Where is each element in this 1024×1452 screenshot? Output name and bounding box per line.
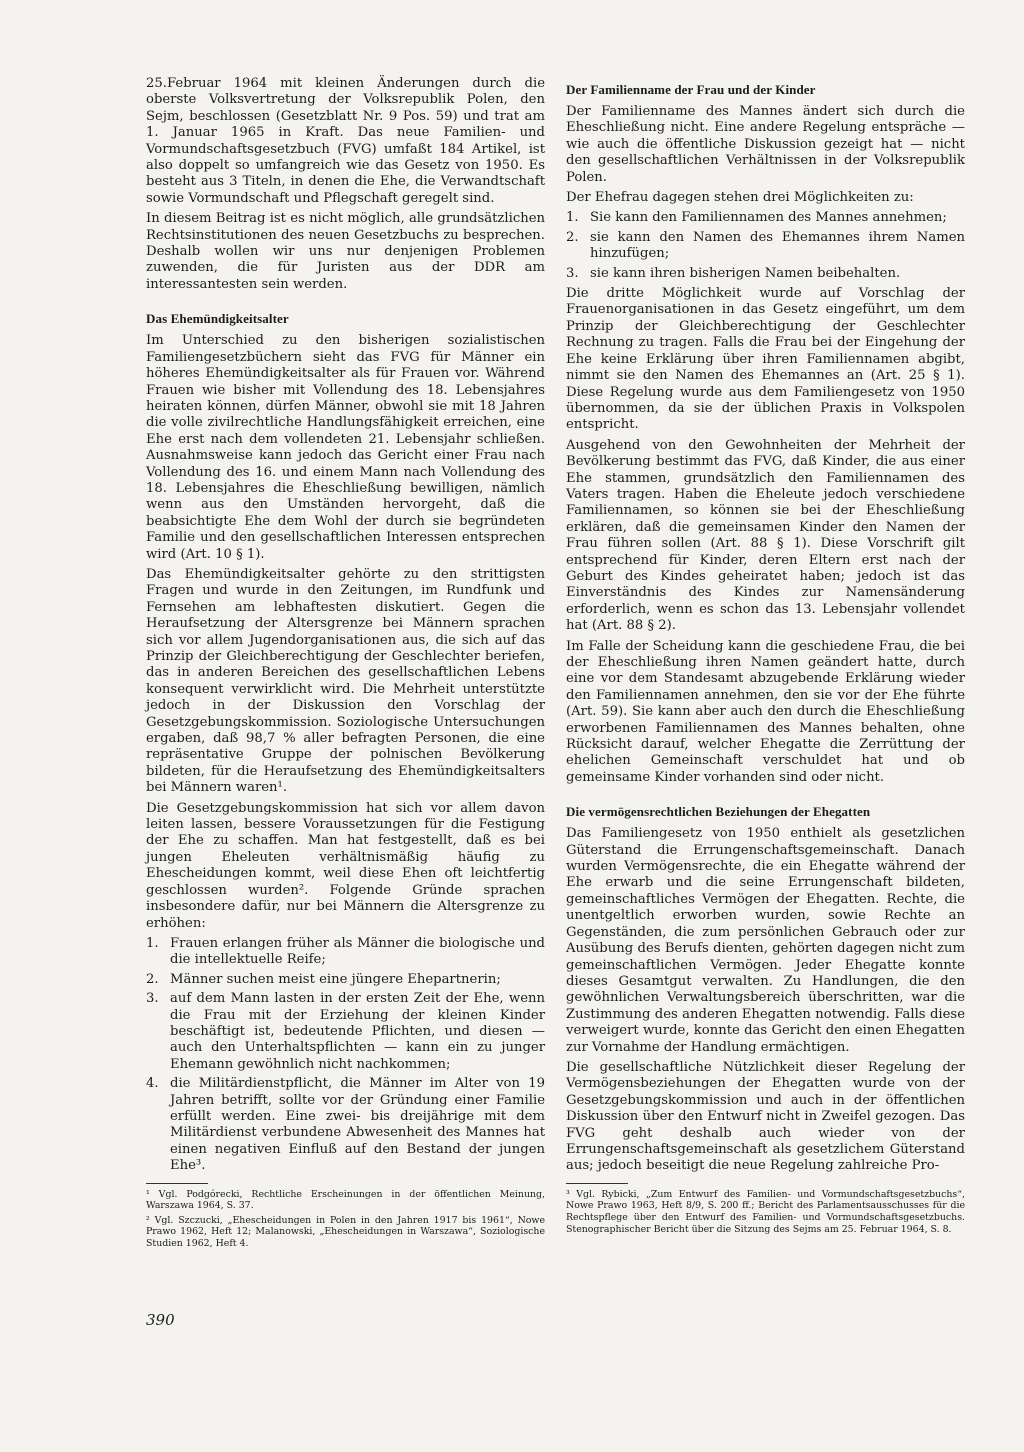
list-item — [146, 936, 545, 969]
footnote: ² Vgl. Szczucki, „Ehescheidungen in Polen in den Jahren 1917 bis 1961“, Nowe Prawo 1962, Heft 12; Malanowski, „Ehescheidungen in Warszawa“, Soziologische Studien 1962, Heft 4. — [146, 1214, 545, 1249]
list-number: 2. — [146, 971, 159, 987]
list-number: 3. — [566, 265, 579, 281]
list-number: 2. — [566, 229, 579, 245]
list-item — [146, 972, 545, 988]
paragraph: Die gesellschaftliche Nützlichkeit dieser Regelung der Vermögensbeziehungen der Ehegatten wurde von der Gesetzgebungskommission und auch in der öffentlichen Diskussion über den Entwurf nicht in Zweifel gezogen. Das FVG geht deshalb auch wieder von der Errungenschaftsgemeinschaft als gesetzlichem Güterstand aus; jedoch beseitigt die neue Regelung zahlreiche Pro- — [566, 1059, 965, 1174]
reasons-list — [146, 936, 545, 1175]
list-item — [146, 991, 545, 1073]
paragraph: Ausgehend von den Gewohnheiten der Mehrheit der Bevölkerung bestimmt das FVG, daß Kinder, die aus einer Ehe stammen, grundsätzlich den Familiennamen des Vaters tragen. Haben die Eheleute jedoch verschiedene Familiennamen, so können sie bei der Eheschließung erklären, daß die gemeinsamen Kinder den Namen der Frau führen sollen (Art. 88 § 1). Diese Vorschrift gilt entsprechend für Kinder, deren Eltern erst nach der Geburt des Kindes geheiratet haben; jedoch ist das Einverständnis des Kindes zur Namensänderung erforderlich, wenn es schon das 13. Lebensjahr vollendet hat (Art. 88 § 2). — [566, 437, 965, 634]
list-text: sie kann ihren bisherigen Namen beibehalten. — [590, 265, 901, 281]
paragraph: Das Familiengesetz von 1950 enthielt als gesetzlichen Güterstand die Errungenschaftsgemeinschaft. Danach wurden Vermögensrechte, die ein Ehegatte während der Ehe erwarb und die seine Errungenschaft bildeten, gemeinschaftliches Vermögen der Ehegatten. Rechte, die unentgeltlich erworben wurden, sowie Rechte an Gegenständen, die zum persönlichen Gebrauch oder zur Ausübung des Berufs dienten, gehörten dagegen nicht zum gemeinschaftlichen Vermögen. Jeder Ehegatte konnte dieses Gesamtgut verwalten. Zu Handlungen, die den gewöhnlichen Verwaltungsbereich überschritten, war die Zustimmung des anderen Ehegatten notwendig. Falls diese verweigert wurde, konnte das Gericht den einen Ehegatten zur Vornahme der Handlung ermächtigen. — [566, 826, 965, 1055]
list-text: sie kann den Namen des Ehemannes ihrem Namen hinzufügen; — [590, 229, 965, 262]
paragraph: Die dritte Möglichkeit wurde auf Vorschlag der Frauenorganisationen in das Gesetz eingeführt, um dem Prinzip der Gleichberechtigung der Geschlechter Rechnung zu tragen. Falls die Frau bei der Eingehung der Ehe keine Erklärung über ihren Familiennamen abgibt, nimmt sie den Namen des Ehemannes an (Art. 25 § 1). Diese Regelung wurde aus dem Familiengesetz von 1950 übernommen, da sie der üblichen Praxis in Volkspolen entspricht. — [566, 286, 965, 433]
page-number: 390 — [146, 1311, 175, 1329]
paragraph: Im Falle der Scheidung kann die geschiedene Frau, die bei der Eheschließung ihren Namen geändert hatte, durch eine vor dem Standesamt abzugebende Erklärung wieder den Familiennamen annehmen, den sie vor der Ehe führte (Art. 59). Sie kann aber auch den durch die Eheschließung erworbenen Familiennamen des Mannes behalten, ohne Rücksicht darauf, welcher Ehegatte die Zerrüttung der ehelichen Gemeinschaft verschuldet hat und ob gemeinsame Kinder vorhanden sind oder nicht. — [566, 638, 965, 785]
options-list — [566, 210, 965, 282]
paragraph: 25.Februar 1964 mit kleinen Änderungen durch die oberste Volksvertretung der Volksrepublik Polen, den Sejm, beschlossen (Gesetzblatt Nr. 9 Pos. 59) und trat am 1. Januar 1965 in Kraft. Das neue Familien- und Vormundschaftsgesetzbuch (FVG) umfaßt 184 Artikel, ist also doppelt so umfangreich wie das Gesetz von 1950. Es besteht aus 3 Titeln, in denen die Ehe, die Verwandtschaft sowie Vormundschaft und Pflegschaft geregelt sind. — [146, 76, 545, 206]
list-text: die Militärdienstpflicht, die Männer im Alter von 19 Jahren betrifft, sollte vor der Gründung einer Familie erfüllt werden. Eine zwei- bis dreijährige mit dem Militärdienst verbundene Abwesenheit des Mannes hat einen negativen Einfluß auf den Bestand der jungen Ehe³. — [170, 1076, 545, 1174]
paragraph: Der Ehefrau dagegen stehen drei Möglichkeiten zu: — [566, 190, 914, 206]
section-heading: Die vermögensrechtlichen Beziehungen der Ehegatten — [566, 804, 871, 820]
list-item — [146, 1076, 545, 1174]
section-heading: Das Ehemündigkeitsalter — [146, 311, 289, 327]
list-number: 4. — [146, 1076, 159, 1092]
footnote: ³ Vgl. Rybicki, „Zum Entwurf des Familien- und Vormundschaftsgesetzbuchs“, Nowe Prawo 1963, Heft 8/9, S. 200 ff.; Bericht des Parlamentsausschusses für die Rechtspflege über den Entwurf des Familien- und Vormundschaftsgesetzbuchs. Stenographischer Bericht über die Sitzung des Sejms am 25. Februar 1964, S. 8. — [566, 1188, 965, 1235]
footnote-divider — [146, 1183, 208, 1184]
list-item — [566, 266, 965, 282]
paragraph: Die Gesetzgebungskommission hat sich vor allem davon leiten lassen, bessere Voraussetzungen für die Festigung der Ehe zu schaffen. Man hat festgestellt, daß es bei jungen Eheleuten verhältnismäßig häufig zu Ehescheidungen kommt, weil diese Ehen oft leichtfertig geschlossen wurden². Folgende Gründe sprachen insbesondere dafür, nur bei Männern die Altersgrenze zu erhöhen: — [146, 800, 545, 931]
right-column — [566, 82, 965, 1238]
list-number: 1. — [566, 210, 579, 226]
list-text: Frauen erlangen früher als Männer die biologische und die intellektuelle Reife; — [170, 935, 545, 968]
list-text: Männer suchen meist eine jüngere Ehepartnerin; — [170, 971, 501, 987]
list-text: Sie kann den Familiennamen des Mannes annehmen; — [590, 210, 947, 226]
paragraph: Der Familienname des Mannes ändert sich durch die Eheschließung nicht. Eine andere Regelung entspräche — wie auch die öffentliche Diskussion gezeigt hat — nicht den gesellschaftlichen Verhältnissen in der Volksrepublik Polen. — [566, 104, 965, 185]
footnote-divider — [566, 1183, 628, 1184]
section-heading: Der Familienname der Frau und der Kinder — [566, 82, 816, 97]
list-text: auf dem Mann lasten in der ersten Zeit der Ehe, wenn die Frau mit der Erziehung der kleinen Kinder beschäftigt ist, bedeutende Pflichten, und diesen — auch den Unterhaltspflichten — kann ein zu junger Ehemann gewöhnlich nicht nachkommen; — [170, 991, 545, 1072]
list-number: 1. — [146, 935, 159, 951]
paragraph: Im Unterschied zu den bisherigen sozialistischen Familiengesetzbüchern sieht das FVG für Männer ein höheres Ehemündigkeitsalter als für Frauen vor. Während Frauen wie bisher mit Vollendung des 18. Lebensjahres heiraten können, dürfen Männer, obwohl sie mit 18 Jahren die volle zivilrechtliche Handlungsfähigkeit erreichen, eine Ehe erst nach dem vollendeten 21. Lebensjahr schließen. Ausnahmsweise kann jedoch das Gericht einer Frau nach Vollendung des 16. und einem Mann nach Vollendung des 18. Lebensjahres die Eheschließung bewilligen, nämlich wenn aus den Umständen hervorgeht, daß die beabsichtigte Ehe dem Wohl der durch sie begründeten Familie und den gesellschaftlichen Interessen entsprechen wird (Art. 10 § 1). — [146, 333, 545, 562]
footnote: ¹ Vgl. Podgórecki, Rechtliche Erscheinungen in der öffentlichen Meinung, Warszawa 1964, S. 37. — [146, 1188, 545, 1212]
list-number: 3. — [146, 991, 159, 1007]
left-column — [146, 76, 545, 1253]
paragraph: Das Ehemündigkeitsalter gehörte zu den strittigsten Fragen und wurde in den Zeitungen, im Rundfunk und Fernsehen am lebhaftesten diskutiert. Gegen die Heraufsetzung der Altersgrenze bei Männern sprachen sich vor allem Jugendorganisationen aus, die sich auf das Prinzip der Gleichberechtigung der Geschlechter beriefen, das in anderen Bereichen des gesellschaftlichen Lebens konsequent verwirklicht wird. Die Mehrheit unterstützte jedoch in der Diskussion den Vorschlag der Gesetzgebungskommission. Soziologische Untersuchungen ergaben, daß 98,7 % aller befragten Personen, die eine repräsentative Gruppe der polnischen Bevölkerung bildeten, für die Heraufsetzung des Ehemündigkeitsalters bei Männern waren¹. — [146, 566, 545, 796]
paragraph: In diesem Beitrag ist es nicht möglich, alle grundsätzlichen Rechtsinstitutionen des neuen Gesetzbuchs zu besprechen. Deshalb wollen wir uns nur denjenigen Problemen zuwenden, die für Juristen aus der DDR am interessantesten sein werden. — [146, 211, 545, 292]
list-item — [566, 230, 965, 263]
list-item — [566, 210, 965, 226]
